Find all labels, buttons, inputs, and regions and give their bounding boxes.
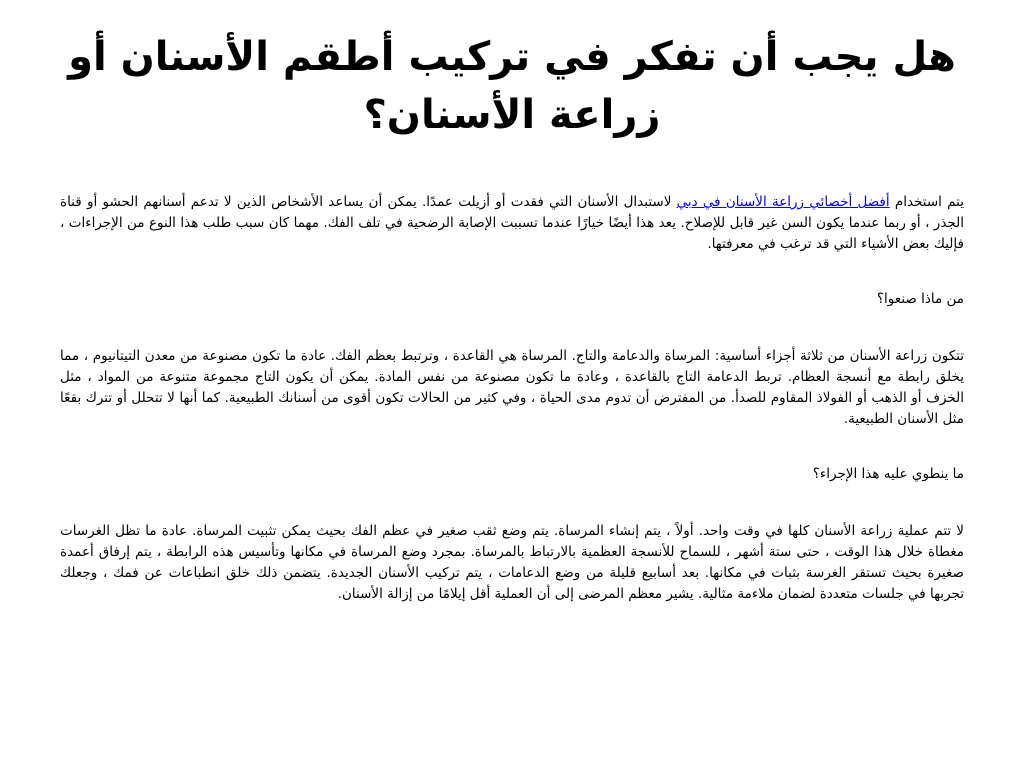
intro-paragraph: يتم استخدام أفضل أخصائي زراعة الأسنان في دبي لاستبدال الأسنان التي فقدت أو أزيلت عمدًا. يمكن أن يساعد الأشخاص الذين لا تدعم أسنانهم الحشو أو قناة الجذر ، أو ربما عندما يكون السن غير قابل للإصلاح. يعد هذا أيضًا خيارًا عندما تسببت الإصابة الرضحية في تلف الفك. مهما كان سبب طلب هذا النوع من الإجراءات ، فإليك بعض الأشياء التي قد ترغب في معرفتها.	[60, 194, 964, 252]
question-procedure: ما ينطوي عليه هذا الإجراء؟	[812, 466, 964, 482]
procedure-paragraph: لا تتم عملية زراعة الأسنان كلها في وقت واحد. أولاً ، يتم إنشاء المرساة. يتم وضع ثقب صغير في عظم الفك بحيث يمكن تثبيت المرساة. عادة ما تظل الغرسات مغطاة خلال هذا الوقت ، حتى ستة أشهر ، للسماح للأنسجة العظمية بالارتباط بالمرساة. بمجرد وضع المرساة في مكانها وتأسيس هذه الرابطة ، يتم إرفاق أعمدة صغيرة بحيث تستقر الغرسة بثبات في مكانها. بعد أسابيع قليلة من وضع الدعامات ، يتم تركيب الأسنان الجديدة. يتضمن ذلك خلق انطباعات عن فمك ، وجعلك تجربها في جلسات متعددة لضمان ملاءمة مثالية. يشير معظم المرضى إلى أن العملية أقل إيلامًا من إزالة الأسنان.	[60, 523, 964, 602]
materials-paragraph: تتكون زراعة الأسنان من ثلاثة أجزاء أساسية: المرساة والدعامة والتاج. المرساة هي القاعدة ، وترتبط بعظم الفك. عادة ما تكون مصنوعة من معدن التيتانيوم ، مما يخلق رابطة مع أنسجة العظام. تربط الدعامة التاج بالقاعدة ، وعادة ما تكون مصنوعة من نفس المادة. يمكن أن يكون التاج مجموعة متنوعة من المواد ، مثل الخزف أو الذهب أو الفولاذ المقاوم للصدأ. من المفترض أن تدوم مدى الحياة ، وفي كثير من الحالات تكون أقوى من أسنانك الطبيعية. كما أنها لا تتحلل أو تترك بقعًا مثل الأسنان الطبيعية.	[60, 348, 964, 427]
question-materials: من ماذا صنعوا؟	[876, 291, 964, 307]
dentist-link[interactable]: أفضل أخصائي زراعة الأسنان في دبي	[676, 194, 890, 210]
page-title	[60, 28, 964, 144]
article-body	[60, 192, 964, 639]
title-line-1: هل يجب أن تفكر في تركيب أطقم الأسنان أو	[68, 34, 956, 80]
title-line-2: زراعة الأسنان؟	[363, 92, 661, 138]
